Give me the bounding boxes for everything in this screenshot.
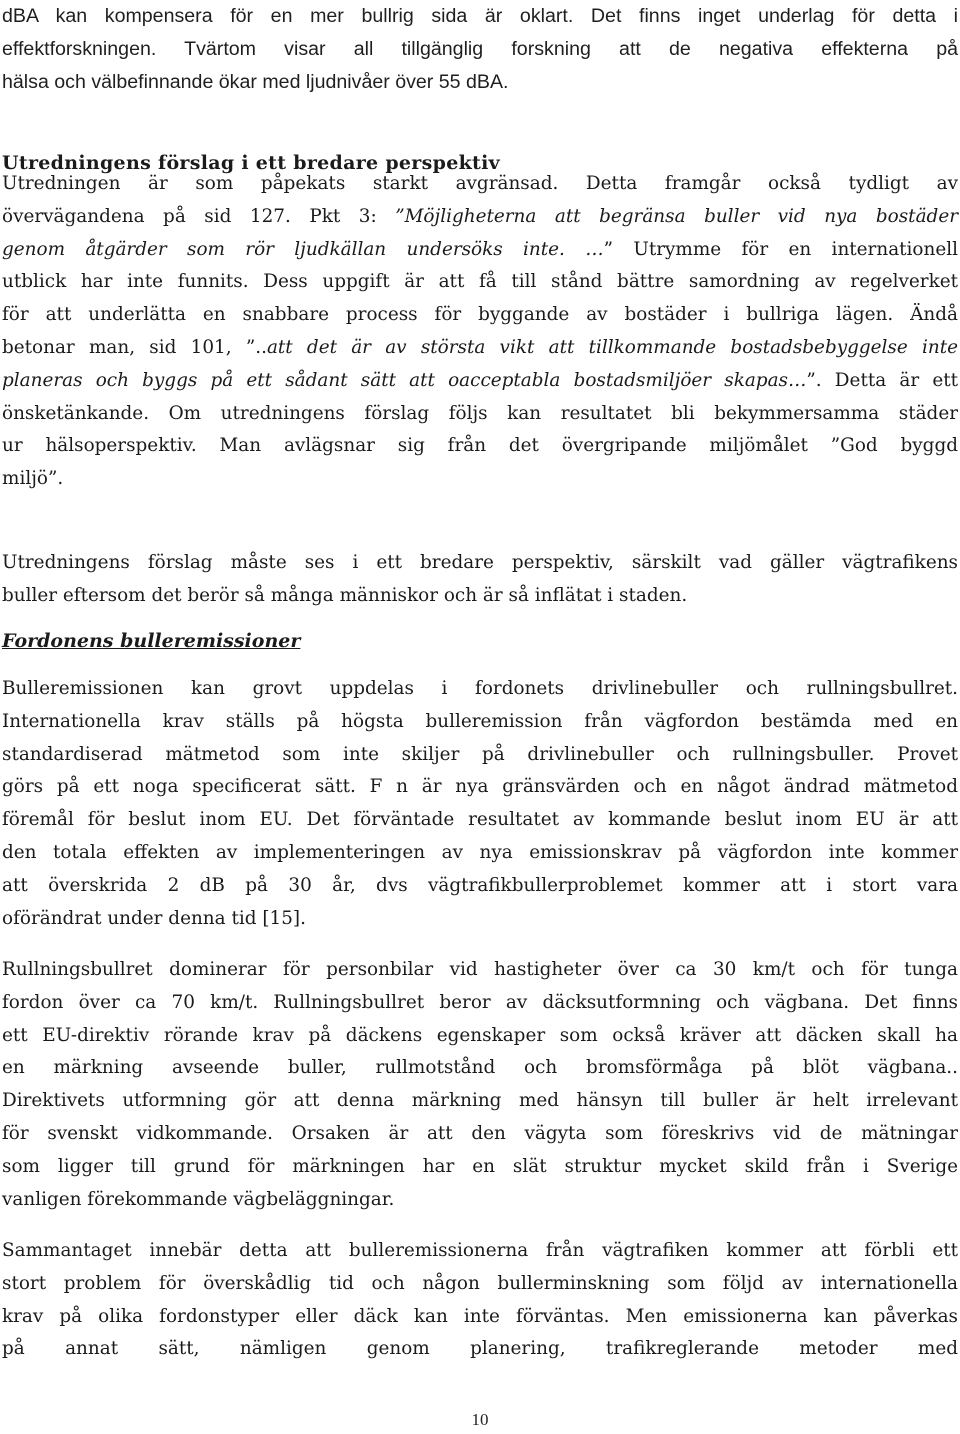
emissions-paragraph-3	[2, 1235, 958, 1366]
paragraph-line: betonar man, sid 101, ”..att det är av största vikt att tillkommande bostadsbebyggelse inte	[2, 336, 958, 358]
perspective-paragraph-2	[2, 547, 958, 613]
paragraph-line: genom åtgärder som rör ljudkällan undersöks inte. …” Utrymme för en internationell	[2, 238, 958, 260]
paragraph-line: buller eftersom det berör så många människor och är så inflätat i staden.	[2, 584, 688, 606]
intro-line: hälsa och välbefinnande ökar med ljudnivåer över 55 dBA.	[2, 71, 509, 93]
paragraph-line: för att underlätta en snabbare process för byggande av bostäder i bullriga lägen. Ändå	[2, 304, 958, 326]
paragraph-line: Bulleremissionen kan grovt uppdelas i fordonets drivlinebuller och rullningsbullret.	[2, 678, 958, 699]
paragraph-line: föremål för beslut inom EU. Det förväntade resultatet av kommande beslut inom EU är att	[2, 809, 958, 831]
paragraph-line: den totala effekten av implementeringen av nya emissionskrav på vägfordon inte kommer	[2, 841, 958, 863]
paragraph-line: ur hälsoperspektiv. Man avlägsnar sig från det övergripande miljömålet ”God byggd	[2, 435, 958, 457]
intro-line: effektforskningen. Tvärtom visar all tillgänglig forskning att de negativa effekterna på	[2, 38, 958, 60]
paragraph-line: miljö”.	[2, 468, 64, 490]
paragraph-line: krav på olika fordonstyper eller däck kan inte förväntas. Men emissionerna kan påverkas	[2, 1305, 958, 1327]
section-heading-perspective: Utredningens förslag i ett bredare perspektiv	[2, 152, 500, 174]
paragraph-line: vanligen förekommande vägbeläggningar.	[2, 1188, 395, 1210]
paragraph-line: stort problem för överskådlig tid och någon bullerminskning som följd av internationella	[2, 1272, 958, 1294]
paragraph-line: en märkning avseende buller, rullmotstånd och bromsförmåga på blöt vägbana..	[2, 1057, 958, 1079]
emissions-paragraph-2	[2, 954, 958, 1216]
emissions-paragraph-1	[2, 673, 958, 935]
intro-line: dBA kan kompensera för en mer bullrig sida är oklart. Det finns inget underlag för detta i	[2, 5, 958, 27]
section-heading-emissions: Fordonens bulleremissioner	[2, 630, 301, 652]
paragraph-line: Rullningsbullret dominerar för personbilar vid hastigheter över ca 30 km/t och för tunga	[2, 959, 958, 980]
paragraph-line: för svenskt vidkommande. Orsaken är att den vägyta som föreskrivs vid de mätningar	[2, 1122, 958, 1144]
paragraph-line: önsketänkande. Om utredningens förslag följs kan resultatet bli bekymmersamma städer	[2, 402, 958, 424]
paragraph-line: Internationella krav ställs på högsta bulleremission från vägfordon bestämda med en	[2, 710, 958, 732]
paragraph-line: standardiserad mätmetod som inte skiljer på drivlinebuller och rullningsbuller. Provet	[2, 743, 958, 765]
paragraph-line: Utredningens förslag måste ses i ett bredare perspektiv, särskilt vad gäller vägtrafikens	[2, 552, 958, 573]
paragraph-line: som ligger till grund för märkningen har en slät struktur mycket skild från i Sverige	[2, 1155, 958, 1177]
page-number: 10	[471, 1410, 489, 1429]
paragraph-line: Sammantaget innebär detta att bulleremissionerna från vägtrafiken kommer att förbli ett	[2, 1240, 958, 1261]
paragraph-line: planeras och byggs på ett sådant sätt att oacceptabla bostadsmiljöer skapas…”. Detta är ett	[2, 369, 958, 391]
paragraph-line: att överskrida 2 dB på 30 år, dvs vägtrafikbullerproblemet kommer att i stort vara	[2, 874, 958, 896]
perspective-paragraph-1	[2, 168, 958, 496]
paragraph-line: ett EU-direktiv rörande krav på däckens egenskaper som också kräver att däcken skall ha	[2, 1024, 958, 1046]
paragraph-line: utblick har inte funnits. Dess uppgift är att få till stånd bättre samordning av regelverket	[2, 271, 958, 293]
paragraph-line: på annat sätt, nämligen genom planering, trafikreglerande metoder med	[2, 1338, 958, 1360]
intro-paragraph	[2, 0, 958, 99]
paragraph-line: Direktivets utformning gör att denna märkning med hänsyn till buller är helt irrelevant	[2, 1090, 958, 1112]
paragraph-line: oförändrat under denna tid [15].	[2, 907, 306, 929]
paragraph-line: fordon över ca 70 km/t. Rullningsbullret beror av däcksutformning och vägbana. Det finns	[2, 991, 958, 1013]
paragraph-line: övervägandena på sid 127. Pkt 3: ”Möjligheterna att begränsa buller vid nya bostäder	[2, 205, 958, 227]
paragraph-line: görs på ett noga specificerat sätt. F n är nya gränsvärden och en något ändrad mätmetod	[2, 776, 958, 798]
paragraph-line: Utredningen är som påpekats starkt avgränsad. Detta framgår också tydligt av	[2, 173, 958, 194]
